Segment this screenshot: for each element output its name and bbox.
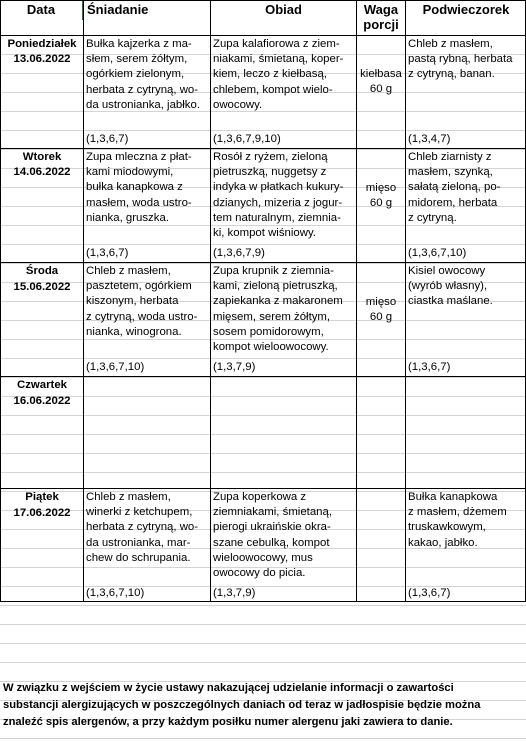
table-row-border [0,0,526,1]
breakfast-menu[interactable]: Bułka kajzerka z ma- słem, serem żółtym, ogórkiem zielonym, herbata z cytryną, wo- da ustronianka, jabłko. [86,38,200,111]
gridline [0,662,526,663]
lunch-menu[interactable]: Zupa kalafiorowa z ziem- niakami, śmietaną, koper- kiem, leczo z kiełbasą, chlebem, kompot wielo- owocowy. [213,38,344,111]
breakfast-allergens[interactable]: (1,3,6,7) [86,133,129,145]
day-name: Piątek [25,491,59,503]
snack-menu[interactable]: Kisiel owocowy (wyrób własny), ciastka maślane. [408,265,493,308]
lunch-allergens[interactable]: (1,3,7,9) [213,587,256,599]
breakfast-allergens[interactable]: (1,3,6,7,10) [86,361,145,373]
gridline [0,605,526,606]
lunch-menu[interactable]: Zupa koperkowa z ziemniakami, śmietaną, pierogi ukraińskie okra- szane cebulką, kompot wieloowocowy, mus owocowy do picia. [213,491,333,580]
gridline [0,415,526,416]
gridline [0,358,526,359]
table-column-border [0,0,1,601]
day-name: Czwartek [16,379,67,391]
day-date: 17.06.2022 [13,507,71,519]
snack-allergens[interactable]: (1,3,4,7) [408,133,451,145]
table-column-border [83,0,84,601]
allergen-notice: W związku z wejściem w życie ustawy nakazującej udzielanie informacji o zawartości substancji alergizujących w poszczególnych daniach od teraz w jadłospisie będzie można znaleźć spis alergenów, a przy każdym posiłku numer alergenu jaki zawiera to danie. [3,682,481,728]
gridline [0,453,526,454]
gridline [0,738,526,739]
gridline [0,624,526,625]
breakfast-menu[interactable]: Zupa mleczna z płat- kami miodowymi, bułka kanapkowa z masłem, woda ustro- nianka, gruszka. [86,151,192,224]
day-name: Środa [25,265,59,277]
gridline [0,472,526,473]
breakfast-menu[interactable]: Chleb z masłem, pasztetem, ogórkiem kiszonym, herbata z cytryną, woda ustro- nianka, winogrona. [86,265,198,338]
table-column-border [356,0,357,601]
gridline [0,130,526,131]
table-row-border [0,148,526,149]
table-row-border [0,601,526,602]
snack-allergens[interactable]: (1,3,6,7,10) [408,247,467,259]
portion-weight[interactable]: mięso 60 g [365,296,397,324]
day-name: Poniedziałek [7,38,77,50]
day-date: 14.06.2022 [13,166,71,178]
snack-menu[interactable]: Bułka kanapkowa z masłem, dżemem truskawkowym, kakao, jabłko. [408,491,507,549]
table-column-border [210,0,211,601]
header-weight: Waga porcji [363,2,399,32]
gridline [0,643,526,644]
day-name: Wtorek [22,151,62,163]
snack-menu[interactable]: Chleb ziarnisty z masłem, szynką, sałatą zieloną, po- midorem, herbata z cytryną. [408,151,501,224]
header-lunch: Obiad [265,2,302,17]
portion-weight[interactable]: kiełbasa 60 g [360,68,402,96]
snack-allergens[interactable]: (1,3,6,7) [408,361,451,373]
lunch-allergens[interactable]: (1,3,6,7,9,10) [213,133,281,145]
day-date: 13.06.2022 [13,53,71,65]
lunch-allergens[interactable]: (1,3,7,9) [213,361,256,373]
table-row-border [0,376,526,377]
gridline [0,434,526,435]
breakfast-menu[interactable]: Chleb z masłem, winerki z ketchupem, herbata z cytryną, wo- da ustronianka, mar- chew do schrupania. [86,491,199,564]
table-row-border [0,35,526,36]
header-snack: Podwieczorek [422,2,510,17]
header-breakfast: Śniadanie [87,2,149,17]
header-date: Data [26,2,56,17]
snack-allergens[interactable]: (1,3,6,7) [408,587,451,599]
gridline [0,244,526,245]
lunch-allergens[interactable]: (1,3,6,7,9) [213,247,265,259]
snack-menu[interactable]: Chleb z masłem, pastą rybną, herbata z cytryną, banan. [408,38,513,81]
lunch-menu[interactable]: Rosół z ryżem, zieloną pietruszką, nuggetsy z indyka w płatkach kukury- dzianych, mizeria z jogur- tem naturalnym, ziemnia- ki, kompot wiśniowy. [213,151,344,240]
day-date: 16.06.2022 [13,395,71,407]
day-date: 15.06.2022 [13,281,71,293]
breakfast-allergens[interactable]: (1,3,6,7) [86,247,129,259]
breakfast-allergens[interactable]: (1,3,6,7,10) [86,587,145,599]
table-column-border [405,0,406,601]
table-row-border [0,262,526,263]
lunch-menu[interactable]: Zupa krupnik z ziemnia- kami, zieloną pietruszką, zapiekanka z makaronem mięsem, serem żółtym, sosem pomidorowym, kompot wieloowocowy. [213,265,343,354]
portion-weight[interactable]: mięso 60 g [365,182,397,210]
table-row-border [0,488,526,489]
